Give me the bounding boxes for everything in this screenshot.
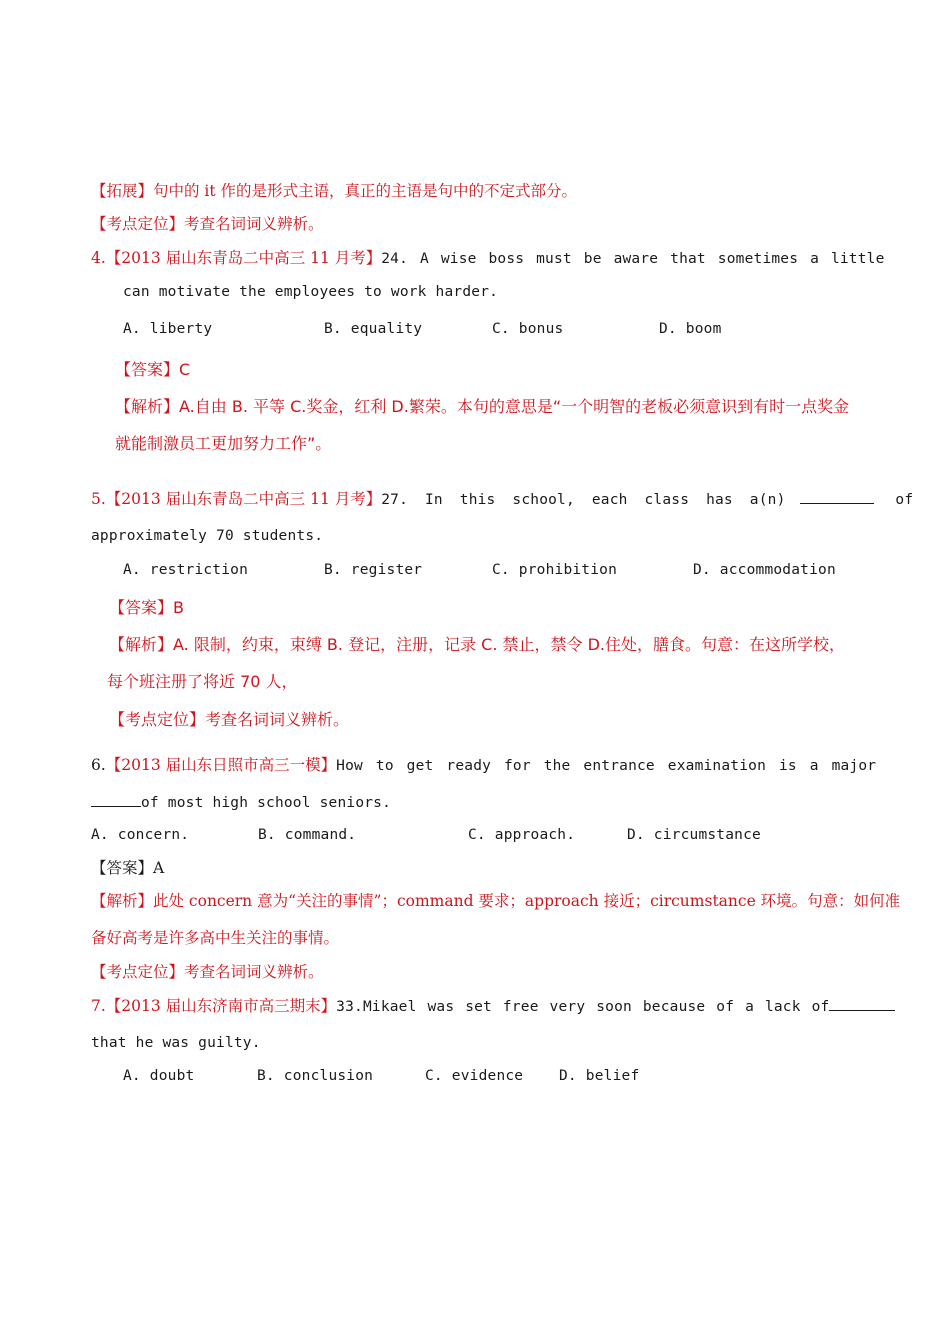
- answer-blank: [829, 996, 895, 1011]
- answer-blank: [91, 792, 141, 807]
- answer-blank: [800, 489, 874, 504]
- extension-note: 【拓展】句中的 it 作的是形式主语，真正的主语是句中的不定式部分。: [91, 182, 578, 200]
- question-text: 33.Mikael was set free very soon because of a lack of: [336, 999, 830, 1015]
- answer: 【答案】C: [115, 360, 191, 379]
- answer: 【答案】B: [109, 598, 184, 617]
- option-d: D. belief: [559, 1068, 640, 1084]
- option-b: B. equality: [324, 321, 423, 337]
- question-source: 【2013 届山东日照市高三一模】: [105, 756, 337, 774]
- question-7-stem: [91, 996, 861, 1017]
- explanation-cont: 每个班注册了将近 70 人，: [107, 672, 298, 691]
- option-b: B. command.: [258, 827, 357, 843]
- option-d: D. boom: [659, 321, 722, 337]
- explanation: 【解析】此处 concern 意为“关注的事情”；command 要求；approach 接近；circumstance 环境。句意：如何准: [91, 892, 901, 910]
- option-a: A. doubt: [123, 1068, 195, 1084]
- question-text: of most high school seniors.: [141, 795, 392, 811]
- option-b: B. conclusion: [257, 1068, 374, 1084]
- keypoint-note: 【考点定位】考查名词词义辨析。: [91, 963, 324, 981]
- option-c: C. prohibition: [492, 562, 618, 578]
- explanation-cont: 就能制激员工更加努力工作”。: [115, 434, 332, 453]
- option-d: D. accommodation: [693, 562, 836, 578]
- question-number: 5.: [91, 490, 106, 508]
- question-5-options: [123, 560, 843, 580]
- option-a: A. liberty: [123, 321, 213, 337]
- question-5-stem: [91, 489, 914, 510]
- option-c: C. evidence: [425, 1068, 524, 1084]
- question-7-stem-cont: that he was guilty.: [91, 1035, 261, 1051]
- question-source: 【2013 届山东济南市高三期末】: [105, 997, 337, 1015]
- question-source: 【2013 届山东青岛二中高三 11 月考】: [105, 249, 382, 267]
- keypoint-note: 【考点定位】考查名词词义辨析。: [109, 710, 350, 729]
- question-number: 4.: [91, 249, 106, 267]
- keypoint-note: 【考点定位】考查名词词义辨析。: [91, 215, 324, 233]
- question-5-stem-cont: approximately 70 students.: [91, 528, 324, 544]
- explanation: 【解析】A.自由 B. 平等 C.奖金，红利 D.繁荣。本句的意思是“一个明智的老板必须意识到有时一点奖金: [115, 397, 850, 416]
- option-d: D. circumstance: [627, 827, 761, 843]
- answer: 【答案】A: [91, 859, 165, 877]
- question-4-options: [123, 319, 743, 339]
- question-text: 24. A wise boss must be aware that sometimes a little: [381, 251, 885, 267]
- question-source: 【2013 届山东青岛二中高三 11 月考】: [105, 490, 382, 508]
- option-a: A. restriction: [123, 562, 249, 578]
- question-text: 27. In this school, each class has a(n): [381, 492, 786, 508]
- question-text: How to get ready for the entrance examination is a major: [336, 758, 877, 774]
- question-6-options: [91, 825, 811, 845]
- explanation: 【解析】A. 限制，约束，束缚 B. 登记，注册，记录 C. 禁止，禁令 D.住处，膳食。句意：在这所学校，: [109, 635, 845, 654]
- option-a: A. concern.: [91, 827, 190, 843]
- explanation-cont: 备好高考是许多高中生关注的事情。: [91, 929, 340, 947]
- question-text-end: of: [895, 492, 914, 508]
- question-number: 6.: [91, 756, 106, 774]
- option-b: B. register: [324, 562, 423, 578]
- question-4-stem: [91, 248, 885, 269]
- option-c: C. approach.: [468, 827, 576, 843]
- question-6-stem: [91, 755, 877, 776]
- question-4-stem-cont: can motivate the employees to work harder.: [123, 284, 499, 300]
- option-c: C. bonus: [492, 321, 564, 337]
- question-6-stem-cont: [91, 792, 391, 813]
- question-7-options: [123, 1066, 743, 1086]
- question-number: 7.: [91, 997, 106, 1015]
